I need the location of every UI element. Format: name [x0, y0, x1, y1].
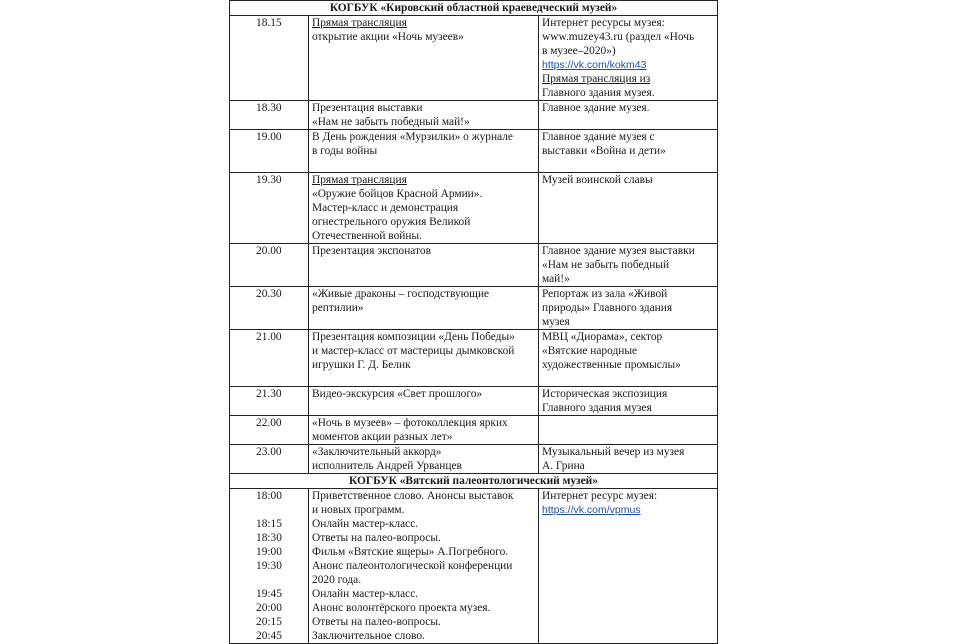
schedule-document	[229, 0, 717, 640]
event-line: Анонс волонтёрского проекта музея.	[312, 602, 491, 614]
time-line: 20:45	[256, 630, 282, 642]
place-line: Главное здание музея выставки	[542, 245, 695, 257]
time-cell: 18.30	[230, 101, 309, 130]
table-row	[230, 16, 718, 101]
table-row	[230, 489, 718, 644]
event-line: «Живые драконы – господствующие	[312, 288, 490, 300]
time-line: 20:15	[256, 616, 282, 628]
event-line: В День рождения «Мурзилки» о журнале	[312, 131, 513, 143]
place-cell	[539, 16, 718, 101]
event-cell	[309, 173, 539, 244]
time-cell: 20.00	[230, 244, 309, 287]
event-cell	[309, 287, 539, 330]
event-line: огнестрельного оружия Великой	[312, 216, 471, 228]
event-line: Ответы на палео-вопросы.	[312, 532, 441, 544]
place-cell	[539, 130, 718, 173]
place-line: Прямая трансляция из	[542, 73, 651, 85]
schedule-table	[229, 0, 718, 644]
section-header	[230, 1, 718, 16]
table-row	[230, 416, 718, 445]
event-line: игрушки Г. Д. Белик	[312, 359, 411, 371]
event-line: Видео-экскурсия «Свет прошлого»	[312, 388, 483, 400]
place-cell	[539, 244, 718, 287]
place-cell	[539, 416, 718, 445]
event-line: Прямая трансляция	[312, 17, 407, 29]
row-spacer	[312, 372, 535, 386]
event-line: Онлайн мастер-класс.	[312, 588, 419, 600]
event-cell	[309, 130, 539, 173]
place-line: Главное здание музея.	[542, 102, 650, 114]
row-spacer	[312, 158, 535, 172]
time-cell	[230, 489, 309, 644]
time-cell: 19.30	[230, 173, 309, 244]
vk-link[interactable]: https://vk.com/vpmus	[542, 504, 641, 516]
place-line: Музей воинской славы	[542, 174, 653, 186]
event-line: моментов акции разных лет»	[312, 431, 453, 443]
time-line	[256, 573, 305, 587]
place-cell	[539, 101, 718, 130]
event-line: Прямая трансляция	[312, 174, 407, 186]
place-line: «Вятские народные	[542, 345, 638, 357]
time-cell: 19.00	[230, 130, 309, 173]
event-cell	[309, 101, 539, 130]
event-line: «Нам не забыть победный май!»	[312, 116, 470, 128]
event-line: Презентация экспонатов	[312, 245, 431, 257]
table-row	[230, 445, 718, 474]
time-line: 18:15	[256, 518, 282, 530]
place-line: выставки «Война и дети»	[542, 145, 666, 157]
place-line: музея	[542, 316, 570, 328]
time-line: 20:00	[256, 602, 282, 614]
table-row	[230, 330, 718, 387]
event-line: Фильм «Вятские ящеры» А.Погребного.	[312, 546, 509, 558]
place-line: природы» Главного здания	[542, 302, 673, 314]
place-line: Репортаж из зала «Живой	[542, 288, 668, 300]
place-cell	[539, 173, 718, 244]
place-line: А. Грина	[542, 460, 585, 472]
place-line: Историческая экспозиция	[542, 388, 668, 400]
place-line: Интернет ресурсы музея:	[542, 17, 665, 29]
time-cell: 23.00	[230, 445, 309, 474]
event-line: рептилии»	[312, 302, 364, 314]
event-line: и мастер-класс от мастерицы дымковской	[312, 345, 515, 357]
time-line	[256, 503, 305, 517]
place-line: Главного здания музея	[542, 402, 652, 414]
event-line: Ответы на палео-вопросы.	[312, 616, 441, 628]
event-line: Мастер-класс и демонстрация	[312, 202, 459, 214]
event-cell	[309, 387, 539, 416]
place-line: художественные промыслы»	[542, 359, 681, 371]
event-line: открытие акции «Ночь музеев»	[312, 31, 464, 43]
table-row	[230, 101, 718, 130]
event-line: Приветственное слово. Анонсы выставок	[312, 490, 514, 502]
event-line: в годы войны	[312, 145, 378, 157]
place-cell	[539, 445, 718, 474]
event-cell	[309, 244, 539, 287]
event-line: «Ночь в музеев» – фотоколлекция ярких	[312, 417, 508, 429]
event-line: Отечественной войны.	[312, 230, 422, 242]
event-cell	[309, 445, 539, 474]
place-line: Интернет ресурс музея:	[542, 490, 658, 502]
event-line: Презентация выставки	[312, 102, 423, 114]
time-line: 18:00	[256, 490, 282, 502]
event-line: Презентация композиции «День Победы»	[312, 331, 515, 343]
time-line: 19:45	[256, 588, 282, 600]
section-title: КОГБУК «Кировский областной краеведческий музей»	[230, 1, 718, 16]
place-line: МВЦ «Диорама», сектор	[542, 331, 663, 343]
event-cell	[309, 16, 539, 101]
event-line: исполнитель Андрей Урванцев	[312, 460, 462, 472]
place-line: Музыкальный вечер из музея	[542, 446, 685, 458]
place-cell	[539, 387, 718, 416]
event-line: и новых программ.	[312, 504, 405, 516]
table-row	[230, 287, 718, 330]
place-line: Главного здания музея.	[542, 87, 655, 99]
time-cell: 22.00	[230, 416, 309, 445]
event-line: «Оружие бойцов Красной Армии».	[312, 188, 483, 200]
place-line: май!»	[542, 273, 570, 285]
table-row	[230, 173, 718, 244]
event-cell	[309, 330, 539, 387]
event-cell	[309, 416, 539, 445]
event-line: Заключительное слово.	[312, 630, 425, 642]
place-cell	[539, 287, 718, 330]
event-line: Онлайн мастер-класс.	[312, 518, 419, 530]
event-line: «Заключительный аккорд»	[312, 446, 442, 458]
time-cell: 20.30	[230, 287, 309, 330]
time-line: 19:00	[256, 546, 282, 558]
place-cell	[539, 489, 718, 644]
place-cell	[539, 330, 718, 387]
table-row	[230, 244, 718, 287]
table-row	[230, 130, 718, 173]
section-title: КОГБУК «Вятский палеонтологический музей»	[230, 474, 718, 489]
museum-site-link[interactable]: www.muzey43.ru (раздел «Ночь	[542, 31, 695, 43]
event-line: 2020 года.	[312, 574, 362, 586]
event-cell	[309, 489, 539, 644]
place-line: в музее–2020»)	[542, 45, 616, 57]
time-line: 18:30	[256, 532, 282, 544]
section-header	[230, 474, 718, 489]
time-cell: 21.30	[230, 387, 309, 416]
vk-link[interactable]: https://vk.com/kokm43	[542, 59, 647, 71]
place-line: «Нам не забыть победный	[542, 259, 670, 271]
table-row	[230, 387, 718, 416]
time-line: 19:30	[256, 560, 282, 572]
place-line: Главное здание музея с	[542, 131, 655, 143]
time-cell: 18.15	[230, 16, 309, 101]
time-cell: 21.00	[230, 330, 309, 387]
event-line: Анонс палеонтологической конференции	[312, 560, 513, 572]
